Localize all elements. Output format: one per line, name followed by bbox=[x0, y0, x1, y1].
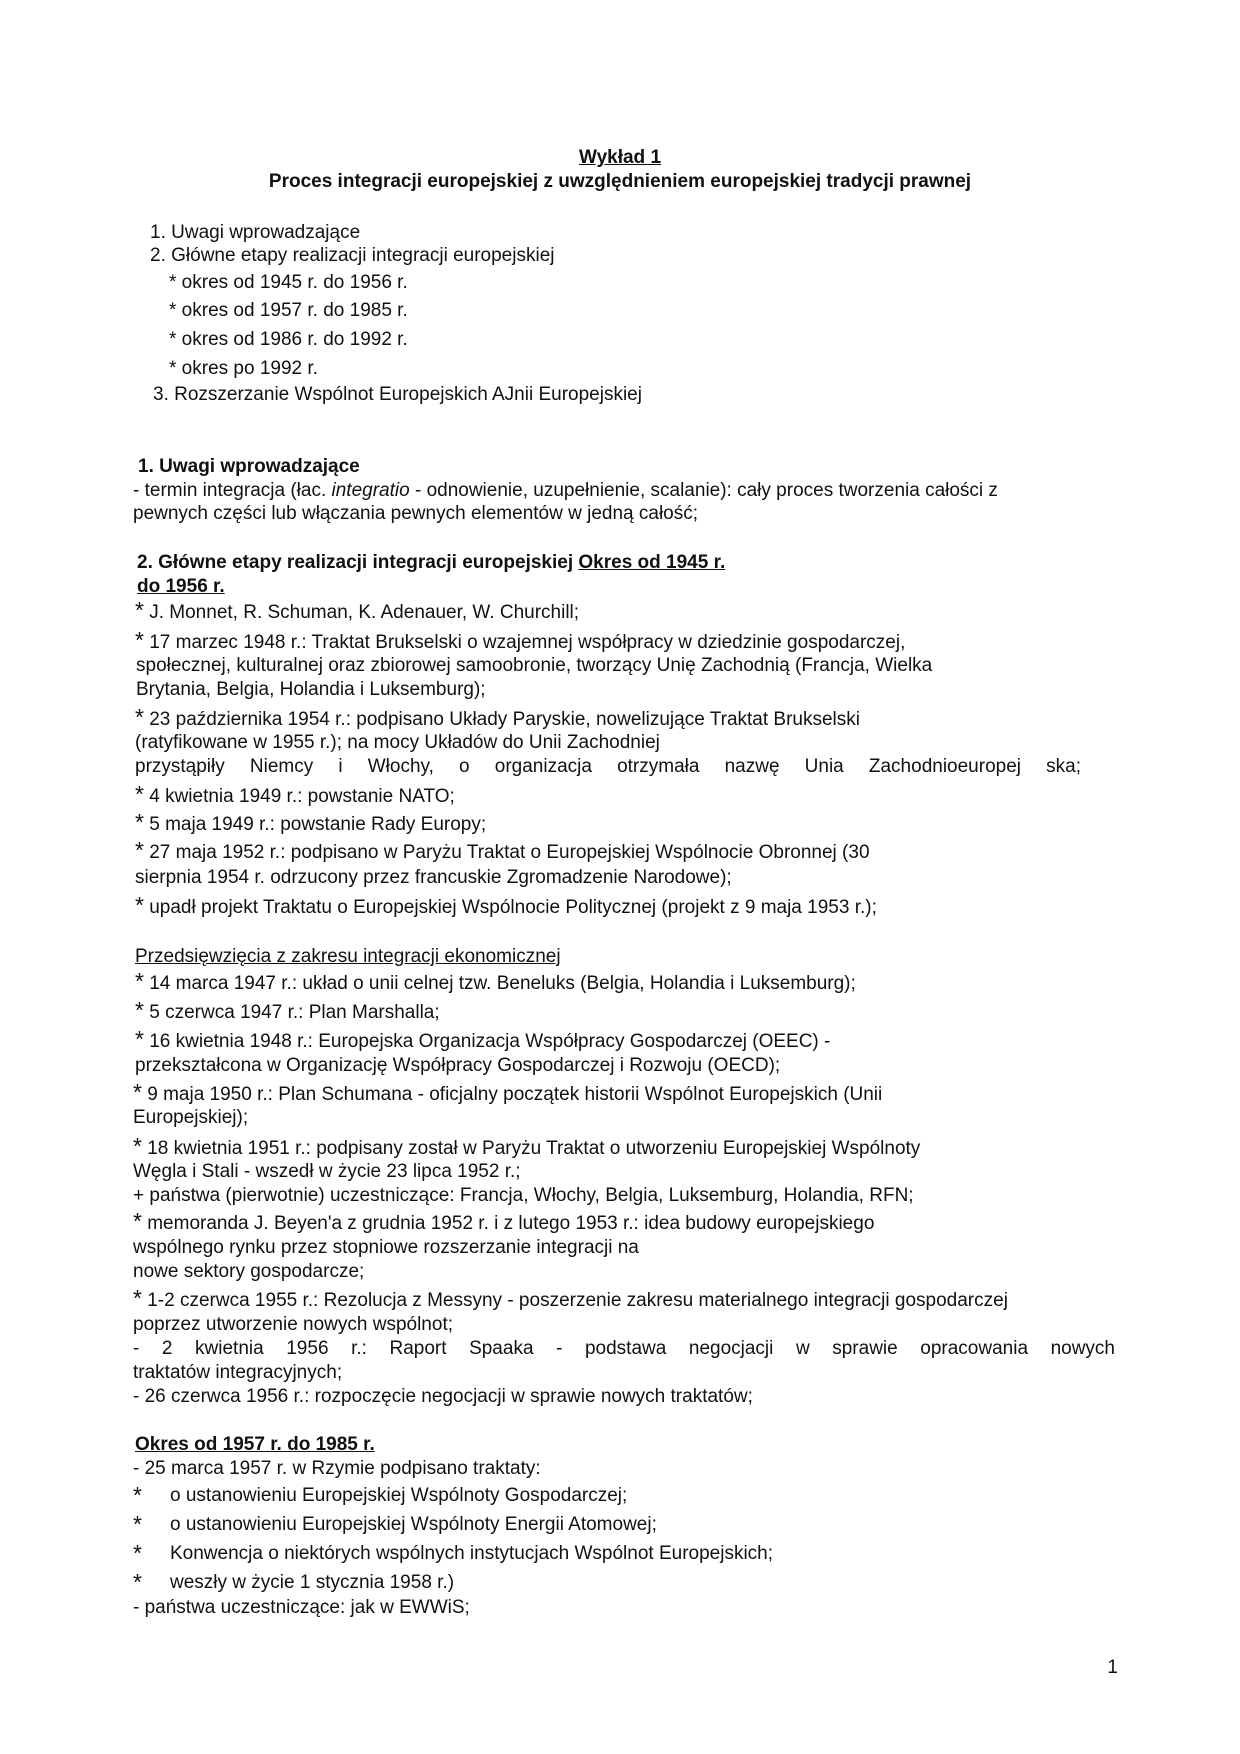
list-item: * 16 kwietnia 1948 r.: Europejska Organizacja Współpracy Gospodarczej (OEEC) - bbox=[135, 1026, 831, 1052]
list-item: * 27 maja 1952 r.: podpisano w Paryżu Traktat o Europejskiej Wspólnocie Obronnej (30 bbox=[135, 837, 870, 863]
bullet-icon: * bbox=[133, 1133, 142, 1159]
list-item: * 18 kwietnia 1951 r.: podpisany został w Paryżu Traktat o utworzeniu Europejskiej Wspólnoty bbox=[133, 1133, 921, 1159]
section1-heading: 1. Uwagi wprowadzające bbox=[138, 456, 360, 477]
list-item: * J. Monnet, R. Schuman, K. Adenauer, W. Churchill; bbox=[135, 597, 580, 623]
economic-heading: Przedsięwzięcia z zakresu integracji ekonomicznej bbox=[135, 946, 561, 967]
list-item: + państwa (pierwotnie) uczestniczące: Francja, Włochy, Belgia, Luksemburg, Holandia, RFN; bbox=[133, 1185, 914, 1206]
list-item: * upadł projekt Traktatu o Europejskiej Wspólnocie Politycznej (projekt z 9 maja 1953 r.); bbox=[135, 892, 877, 918]
list-item-continuation: poprzez utworzenie nowych wspólnot; bbox=[133, 1314, 454, 1335]
list-item: * 1-2 czerwca 1955 r.: Rezolucja z Messyny - poszerzenie zakresu materialnego integracji gospodarczej bbox=[133, 1285, 1008, 1311]
bullet-icon: * bbox=[133, 1285, 142, 1311]
toc-subitem: * okres od 1945 r. do 1956 r. bbox=[169, 272, 408, 293]
toc-subitem: * okres od 1957 r. do 1985 r. bbox=[169, 300, 408, 321]
bullet-icon: * bbox=[135, 997, 144, 1023]
list-item: - 2 kwietnia 1956 r.: Raport Spaaka - podstawa negocjacji w sprawie opracowania nowych bbox=[133, 1338, 1115, 1359]
list-item: - 26 czerwca 1956 r.: rozpoczęcie negocjacji w sprawie nowych traktatów; bbox=[133, 1386, 753, 1407]
list-item-continuation: przekształcona w Organizację Współpracy Gospodarczej i Rozwoju (OECD); bbox=[135, 1055, 781, 1076]
bullet-icon: * bbox=[133, 1482, 142, 1508]
list-item: * 9 maja 1950 r.: Plan Schumana - oficjalny początek historii Wspólnot Europejskich (Unii bbox=[133, 1079, 883, 1105]
list-item-continuation: Brytania, Belgia, Holandia i Luksemburg); bbox=[136, 679, 486, 700]
definition-text: - termin integracja (łac. bbox=[133, 480, 332, 501]
bullet-icon: * bbox=[135, 1026, 144, 1052]
bullet-icon: * bbox=[135, 892, 144, 918]
list-item: * 5 maja 1949 r.: powstanie Rady Europy; bbox=[135, 809, 487, 835]
list-item-continuation: sierpnia 1954 r. odrzucony przez francuskie Zgromadzenie Narodowe); bbox=[135, 867, 732, 888]
list-item: - 25 marca 1957 r. w Rzymie podpisano traktaty: bbox=[133, 1458, 541, 1479]
definition-text: - odnowienie, uzupełnienie, scalanie): cały proces tworzenia całości z bbox=[409, 480, 998, 501]
list-item-continuation: Europejskiej); bbox=[133, 1107, 249, 1128]
list-item-continuation: społecznej, kulturalnej oraz zbiorowej samoobronie, tworzący Unię Zachodnią (Francja, Wielka bbox=[136, 655, 933, 676]
toc-subitem: * okres od 1986 r. do 1992 r. bbox=[169, 329, 408, 350]
lecture-title: Wykład 1 bbox=[578, 147, 662, 168]
bullet-icon: * bbox=[133, 1540, 142, 1566]
bullet-icon: * bbox=[135, 627, 144, 653]
list-item: * o ustanowieniu Europejskiej Wspólnoty Gospodarczej; bbox=[133, 1482, 628, 1508]
period-heading: do 1956 r. bbox=[137, 576, 225, 597]
list-item: - państwa uczestniczące: jak w EWWiS; bbox=[133, 1597, 470, 1618]
bullet-icon: * bbox=[133, 1511, 142, 1537]
definition-term: integratio bbox=[331, 480, 410, 501]
list-item: * weszły w życie 1 stycznia 1958 r.) bbox=[133, 1569, 455, 1595]
list-item: * Konwencja o niektórych wspólnych instytucjach Wspólnot Europejskich; bbox=[133, 1540, 774, 1566]
list-item: * 23 października 1954 r.: podpisano Układy Paryskie, nowelizujące Traktat Brukselski bbox=[135, 704, 860, 730]
list-item: * o ustanowieniu Europejskiej Wspólnoty Energii Atomowej; bbox=[133, 1511, 657, 1537]
toc-item: 1. Uwagi wprowadzające bbox=[150, 222, 361, 243]
bullet-icon: * bbox=[135, 704, 144, 730]
section2-heading-text: 2. Główne etapy realizacji integracji europejskiej bbox=[137, 552, 579, 573]
bullet-icon: * bbox=[135, 837, 144, 863]
bullet-icon: * bbox=[135, 597, 144, 623]
list-item-continuation: przystąpiły Niemcy i Włochy, o organizacja otrzymała nazwę Unia Zachodnioeuropej ska; bbox=[135, 756, 1081, 777]
list-item-continuation: wspólnego rynku przez stopniowe rozszerzanie integracji na bbox=[133, 1237, 639, 1258]
page-number: 1 bbox=[1107, 1657, 1118, 1678]
bullet-icon: * bbox=[135, 809, 144, 835]
list-item: * memoranda J. Beyen'a z grudnia 1952 r. i z lutego 1953 r.: idea budowy europejskiego bbox=[133, 1208, 875, 1234]
bullet-icon: * bbox=[135, 968, 144, 994]
list-item: * 4 kwietnia 1949 r.: powstanie NATO; bbox=[135, 781, 455, 807]
toc-item: 3. Rozszerzanie Wspólnot Europejskich AJnii Europejskiej bbox=[153, 384, 642, 405]
list-item: * 5 czerwca 1947 r.: Plan Marshalla; bbox=[135, 997, 440, 1023]
section1-definition-line: pewnych części lub włączania pewnych elementów w jedną całość; bbox=[133, 503, 699, 524]
list-item-continuation: nowe sektory gospodarcze; bbox=[133, 1261, 365, 1282]
list-item: * 17 marzec 1948 r.: Traktat Brukselski o wzajemnej współpracy w dziedzinie gospodarczej, bbox=[135, 627, 906, 653]
period-heading: Okres od 1957 r. do 1985 r. bbox=[135, 1434, 375, 1455]
list-item-continuation: (ratyfikowane w 1955 r.); na mocy Układów do Unii Zachodniej bbox=[135, 732, 660, 753]
period-heading: Okres od 1945 r. bbox=[578, 552, 726, 573]
toc-subitem: * okres po 1992 r. bbox=[169, 358, 318, 379]
bullet-icon: * bbox=[133, 1569, 142, 1595]
document-subtitle: Proces integracji europejskiej z uwzględnieniem europejskiej tradycji prawnej bbox=[268, 171, 972, 192]
bullet-icon: * bbox=[133, 1208, 142, 1234]
list-item-continuation: traktatów integracyjnych; bbox=[133, 1362, 343, 1383]
list-item-continuation: Węgla i Stali - wszedł w życie 23 lipca 1952 r.; bbox=[133, 1161, 521, 1182]
bullet-icon: * bbox=[133, 1079, 142, 1105]
section2-heading bbox=[137, 551, 725, 574]
section1-definition-line bbox=[133, 479, 1115, 502]
bullet-icon: * bbox=[135, 781, 144, 807]
toc-item: 2. Główne etapy realizacji integracji europejskiej bbox=[150, 245, 555, 266]
list-item: * 14 marca 1947 r.: układ o unii celnej tzw. Beneluks (Belgia, Holandia i Luksemburg); bbox=[135, 968, 856, 994]
